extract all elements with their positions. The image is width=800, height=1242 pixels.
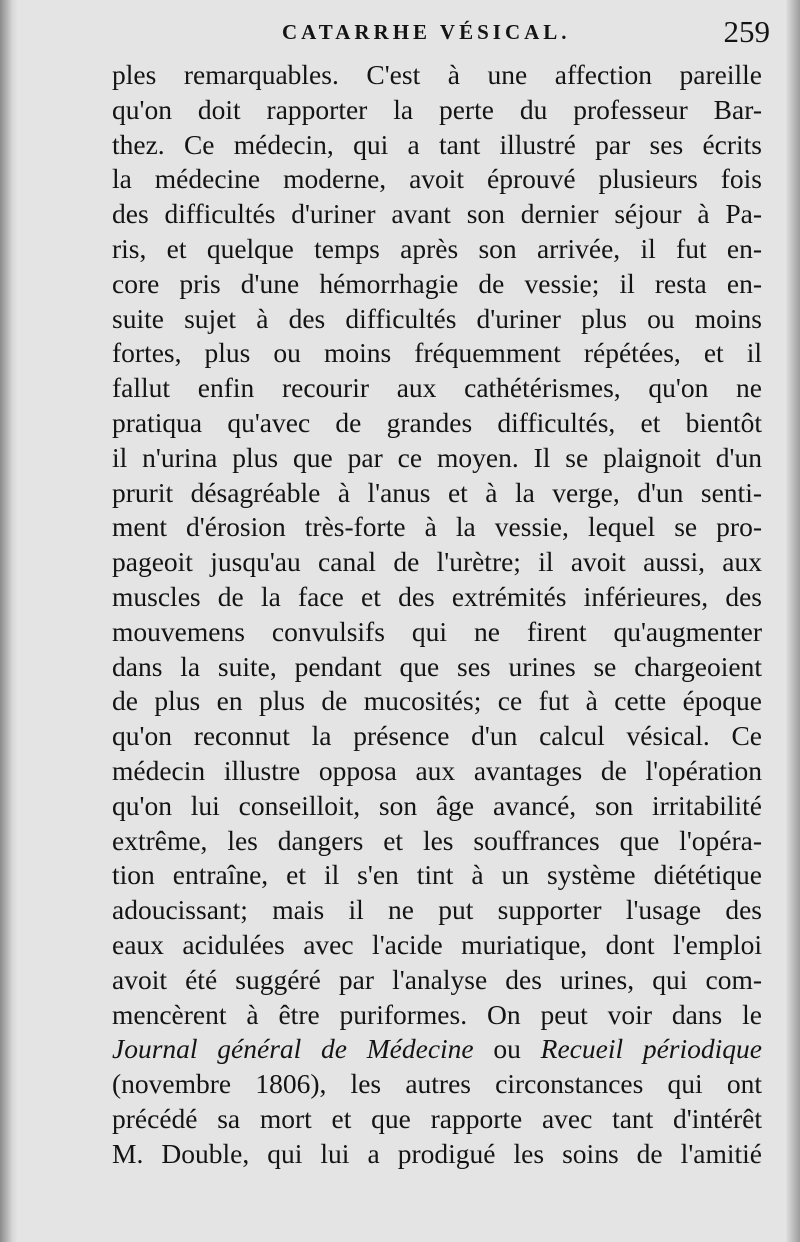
text-line: dans la suite, pendant que ses urines se chargeoient	[112, 650, 762, 682]
running-head: CATARRHE VÉSICAL.	[282, 20, 571, 44]
text-line: il n'urina plus que par ce moyen. Il se plaignoit d'un	[112, 441, 762, 473]
text-line: mencèrent à être puriformes. On peut voir dans le	[112, 998, 762, 1030]
text-line: fallut enfin recourir aux cathétérismes, qu'on ne	[112, 372, 762, 404]
text-line: de plus en plus de mucosités; ce fut à cette époque	[112, 685, 762, 717]
text-line: précédé sa mort et que rapporte avec tant d'intérêt	[112, 1102, 762, 1134]
text-line: suite sujet à des difficultés d'uriner plus ou moins	[112, 302, 762, 334]
recueil-title: Recueil périodique	[540, 1033, 762, 1065]
text-line: ment d'érosion très-forte à la vessie, lequel se pro-	[112, 511, 762, 543]
page-number: 259	[723, 14, 770, 49]
text-line: extrême, les dangers et les souffrances que l'opéra-	[112, 824, 762, 856]
text-line: qu'on doit rapporter la perte du professeur Bar-	[112, 93, 762, 125]
text-line: des difficultés d'uriner avant son dernier séjour à Pa-	[112, 198, 762, 230]
conjunction: ou	[473, 1033, 541, 1065]
text-line: pageoit jusqu'au canal de l'urètre; il avoit aussi, aux	[112, 546, 762, 578]
text-line: adoucissant; mais il ne put supporter l'usage des	[112, 894, 762, 926]
binding-shadow	[0, 0, 18, 1242]
page-header	[112, 14, 770, 54]
text-line: ples remarquables. C'est à une affection pareille	[112, 59, 762, 90]
text-line: pratiqua qu'avec de grandes difficultés, et bientôt	[112, 406, 762, 438]
text-line: avoit été suggéré par l'analyse des urines, qui com-	[112, 963, 762, 995]
text-line: ris, et quelque temps après son arrivée, il fut en-	[112, 232, 762, 264]
text-line: fortes, plus ou moins fréquemment répétées, et il	[112, 337, 762, 369]
text-line: core pris d'une hémorrhagie de vessie; il resta en-	[112, 267, 762, 299]
text-line: prurit désagréable à l'anus et à la verge, d'un senti-	[112, 476, 762, 508]
journal-title: Journal général de Médecine	[112, 1033, 474, 1065]
text-line: qu'on reconnut la présence d'un calcul vésical. Ce	[112, 720, 762, 752]
text-line: médecin illustre opposa aux avantages de l'opération	[112, 754, 762, 786]
text-line: qu'on lui conseilloit, son âge avancé, son irritabilité	[112, 789, 762, 821]
text-body	[112, 58, 762, 1172]
page-edge	[786, 0, 800, 1242]
text-line: M. Double, qui lui a prodigué les soins de l'amitié	[112, 1137, 762, 1169]
text-line: muscles de la face et des extrémités inférieures, des	[112, 580, 762, 612]
text-line: tion entraîne, et il s'en tint à un système diététique	[112, 859, 762, 891]
text-line: mouvemens convulsifs qui ne firent qu'augmenter	[112, 615, 762, 647]
text-line: eaux acidulées avec l'acide muriatique, dont l'emploi	[112, 928, 762, 960]
text-line: thez. Ce médecin, qui a tant illustré par ses écrits	[112, 128, 762, 160]
text-line: (novembre 1806), les autres circonstances qui ont	[112, 1068, 762, 1100]
text-line-italic-titles	[112, 1032, 762, 1067]
text-line: la médecine moderne, avoit éprouvé plusieurs fois	[112, 163, 762, 195]
